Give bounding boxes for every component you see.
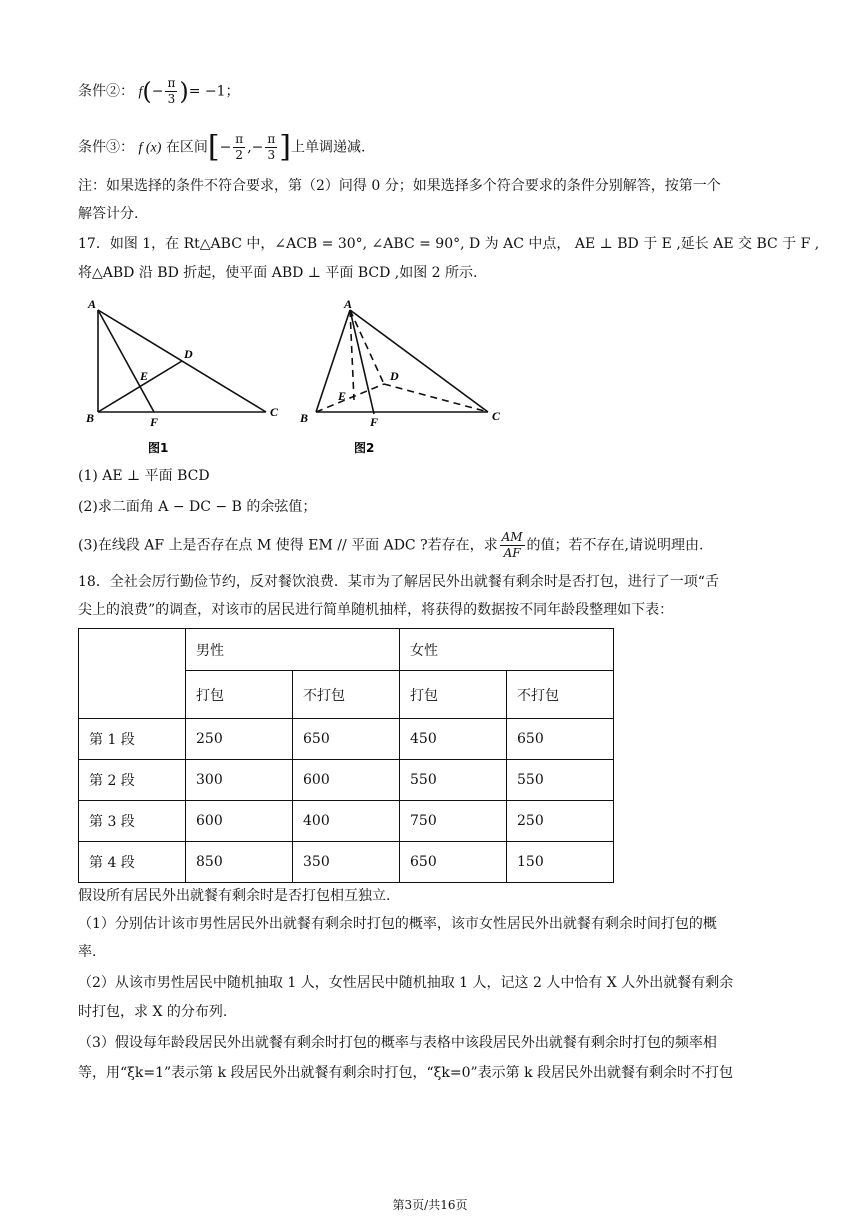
func-symbol: f (138, 84, 143, 100)
frac-num: π (267, 132, 276, 146)
q17-part-3 (78, 530, 703, 561)
fraction-pi-2 (233, 132, 245, 163)
table-row (79, 760, 614, 801)
semicolon: ； (225, 83, 240, 100)
condition-3-label: 条件③： (78, 139, 134, 156)
table-cell: 550 (400, 760, 507, 801)
frac-den: 3 (167, 92, 176, 106)
table-cell: 550 (507, 760, 614, 801)
label-e: E (140, 369, 149, 383)
q18-sub-2-line-2: 时打包，求 X 的分布列. (78, 1004, 228, 1020)
table-cell: 350 (293, 842, 400, 883)
neg-sign: − (151, 83, 164, 100)
table-cell: 750 (400, 801, 507, 842)
header-female: 女性 (400, 629, 614, 671)
page-footer: 第3页/共16页 (392, 1198, 468, 1212)
q17-part-3-pre: (3)在线段 AF 上是否存在点 M 使得 EM // 平面 ADC ?若存在，求 (78, 537, 498, 554)
segment-af (98, 310, 154, 412)
q18-sub-1-line-2: 率. (78, 944, 97, 960)
survey-table (78, 628, 614, 883)
q17-part-2: (2)求二面角 A − DC − B 的余弦值； (78, 499, 317, 515)
table-cell: 600 (293, 760, 400, 801)
label-d: D (184, 347, 193, 361)
fraction-pi-3 (265, 132, 277, 163)
right-paren: ) (179, 77, 189, 106)
frac-den: 2 (235, 148, 244, 162)
left-paren: ( (142, 77, 152, 106)
equation-rhs: = −1 (188, 83, 226, 100)
row-label: 第 4 段 (79, 842, 186, 883)
q18-sub-3-line-1: （3）假设每年龄段居民外出就餐有剩余时打包的概率与表格中该段居民外出就餐有剩余时打包的频率相 (78, 1035, 717, 1051)
q18-sub-2-line-1: （2）从该市男性居民中随机抽取 1 人，女性居民中随机抽取 1 人，记这 2 人中恰有 X 人外出就餐有剩余 (78, 975, 734, 991)
row-label: 第 1 段 (79, 719, 186, 760)
neg-sign-1: − (219, 139, 232, 156)
q18-line-1: 18．全社会厉行勤俭节约，反对餐饮浪费．某市为了解居民外出就餐有剩余时是否打包，进行了一项“舌 (78, 574, 719, 590)
table-cell: 250 (507, 801, 614, 842)
figure-2 (298, 296, 508, 458)
table-cell: 650 (293, 719, 400, 760)
q17-part-3-post: 的值；若不存在,请说明理由. (526, 537, 704, 554)
left-bracket: [ (207, 129, 220, 165)
frac-den: AF (503, 546, 521, 560)
comma: , (247, 139, 252, 156)
func-fx: f (x) (138, 140, 162, 156)
table-cell: 400 (293, 801, 400, 842)
condition-2 (78, 76, 240, 107)
frac-den: 3 (267, 148, 276, 162)
table-cell: 450 (400, 719, 507, 760)
label-f: F (150, 415, 159, 429)
table-row (79, 801, 614, 842)
table-cell: 600 (186, 801, 293, 842)
q18-sub-1-line-1: （1）分别估计该市男性居民外出就餐有剩余时打包的概率，该市女性居民外出就餐有剩余时间打包的概 (78, 916, 717, 932)
q18-line-2: 尖上的浪费”的调查，对该市的居民进行简单随机抽样，将获得的数据按不同年龄段整理如下表： (78, 602, 674, 618)
label-a: A (88, 297, 97, 311)
q17-line-2: 将△ABD 沿 BD 折起，使平面 ABD ⊥ 平面 BCD ,如图 2 所示. (78, 265, 478, 281)
header-female-pack: 打包 (400, 671, 507, 719)
row-label: 第 3 段 (79, 801, 186, 842)
figure-1-caption: 图1 (148, 441, 169, 455)
figure-1 (82, 296, 282, 458)
note-line-1: 注：如果选择的条件不符合要求，第（2）问得 0 分；如果选择多个符合要求的条件分别解答，按第一个 (78, 178, 721, 194)
header-male: 男性 (186, 629, 400, 671)
neg-sign-2: − (251, 139, 264, 156)
label-d: D (390, 369, 399, 383)
header-male-pack: 打包 (186, 671, 293, 719)
label-c: C (270, 405, 279, 419)
fraction-pi-3 (165, 76, 177, 107)
interval-prefix: 在区间 (165, 139, 208, 156)
header-female-nopack: 不打包 (507, 671, 614, 719)
table-cell: 650 (400, 842, 507, 883)
figure-2-caption: 图2 (354, 441, 375, 455)
label-c: C (492, 409, 501, 423)
table-cell: 300 (186, 760, 293, 801)
frac-num: AM (501, 530, 523, 544)
table-cell: 250 (186, 719, 293, 760)
table-cell: 850 (186, 842, 293, 883)
table-corner-cell (79, 629, 186, 719)
q17-line-1: 17．如图 1，在 Rt△ABC 中，∠ACB = 30°, ∠ABC = 90°, D 为 AC 中点， AE ⊥ BD 于 E ,延长 AE 交 BC 于 F , (78, 236, 820, 252)
note-line-2: 解答计分. (78, 206, 139, 222)
q17-part-1: (1) AE ⊥ 平面 BCD (78, 468, 210, 484)
label-f: F (370, 415, 379, 429)
q18-sub-3-line-2: 等，用“ξk=1”表示第 k 段居民外出就餐有剩余时打包，“ξk=0”表示第 k 段居民外出就餐有剩余时不打包 (78, 1065, 734, 1081)
edge-ad-dashed (350, 310, 384, 384)
table-cell: 650 (507, 719, 614, 760)
table-row (79, 842, 614, 883)
table-header-row-1 (79, 629, 614, 671)
label-b: B (300, 411, 309, 425)
frac-num: π (167, 76, 176, 90)
condition-2-label: 条件②： (78, 83, 134, 100)
q18-assumption: 假设所有居民外出就餐有剩余时是否打包相互独立. (78, 888, 391, 904)
condition-3 (78, 129, 366, 165)
table-cell: 150 (507, 842, 614, 883)
table-row (79, 719, 614, 760)
row-label: 第 2 段 (79, 760, 186, 801)
label-e: E (338, 389, 347, 403)
interval-suffix: 上单调递减. (290, 139, 366, 156)
frac-num: π (235, 132, 244, 146)
fraction-am-af (500, 530, 525, 561)
right-bracket: ] (279, 129, 291, 165)
header-male-nopack: 不打包 (293, 671, 400, 719)
edge-dc-dashed (384, 384, 488, 412)
label-a: A (344, 297, 353, 311)
edge-bd-dashed (316, 384, 384, 412)
label-b: B (86, 411, 95, 425)
